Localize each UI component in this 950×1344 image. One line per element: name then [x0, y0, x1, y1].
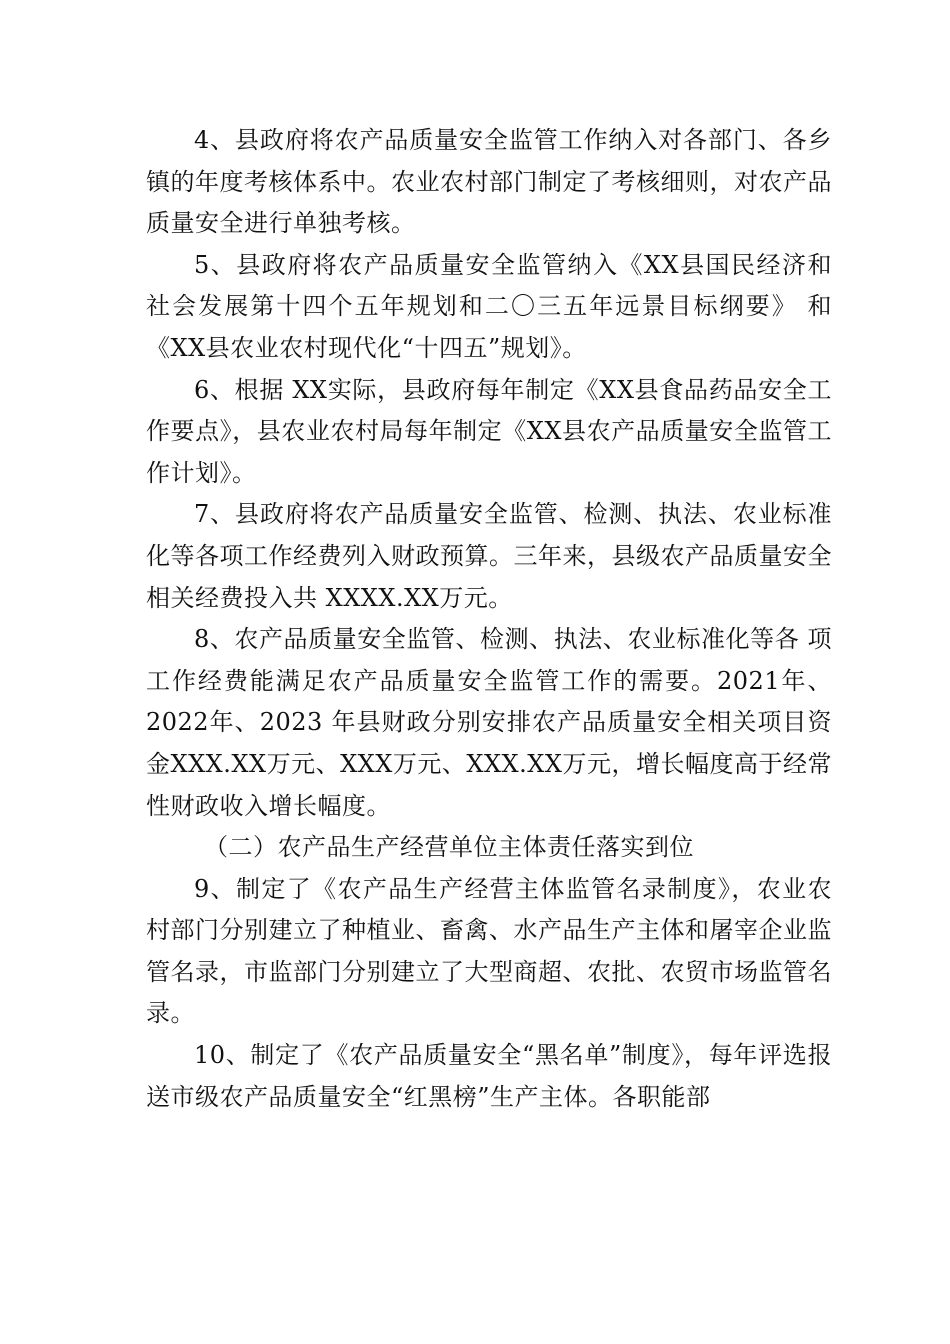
paragraph-4: 4、县政府将农产品质量安全监管工作纳入对各部门、各乡镇的年度考核体系中。农业农村部门制定了考核细则，对农产品质量安全进行单独考核。 [146, 126, 832, 238]
document-body [146, 120, 832, 1118]
section-heading: （二）农产品生产经营单位主体责任落实到位 [204, 833, 694, 862]
paragraph-7: 7、县政府将农产品质量安全监管、检测、执法、农业标准化等各项工作经费列入财政预算。三年来，县级农产品质量安全相关经费投入共 XXXX.XX万元。 [146, 500, 832, 612]
paragraph-9: 9、制定了《农产品生产经营主体监管名录制度》，农业农村部门分别建立了种植业、畜禽、水产品生产主体和屠宰企业监管名录，市监部门分别建立了大型商超、农批、农贸市场监管名录。 [146, 874, 832, 1028]
paragraph-5: 5、县政府将农产品质量安全监管纳入《XX县国民经济和社会发展第十四个五年规划和二〇三五年远景目标纲要》 和《XX县农业农村现代化“十四五”规划》。 [146, 250, 832, 362]
paragraph-10: 10、制定了《农产品质量安全“黑名单”制度》，每年评选报送市级农产品质量安全“红黑榜”生产主体。各职能部 [146, 1041, 832, 1111]
paragraph-8: 8、农产品质量安全监管、检测、执法、农业标准化等各 项工作经费能满足农产品质量安全监管工作的需要。2021年、2022年、2023 年县财政分别安排农产品质量安全相关项目资金XXX.XX万元、XXX万元、XXX.XX万元，增长幅度高于经常性财政收入增长幅度。 [146, 625, 832, 820]
paragraph-6: 6、根据 XX实际，县政府每年制定《XX县食品药品安全工作要点》，县农业农村局每年制定《XX县农产品质量安全监管工作计划》。 [146, 375, 832, 487]
